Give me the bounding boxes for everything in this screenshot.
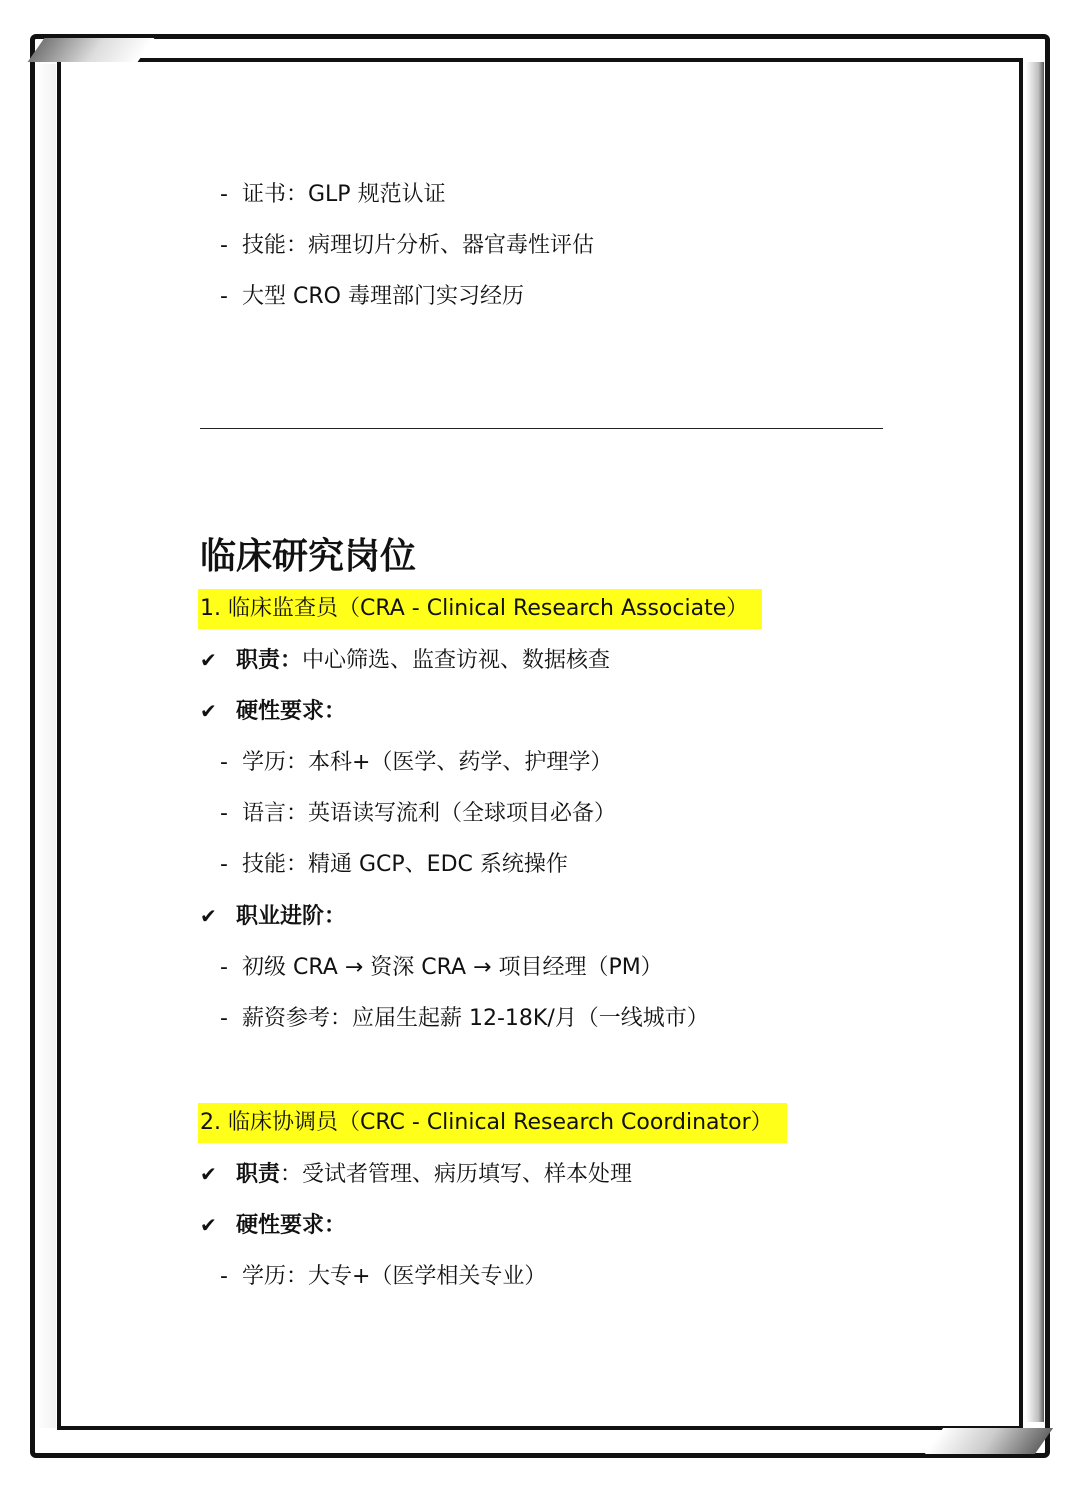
dash-bullet: - bbox=[220, 233, 228, 258]
list-item bbox=[220, 229, 594, 263]
check-icon: ✔ bbox=[200, 904, 217, 928]
list-item bbox=[220, 1002, 709, 1036]
cra-career-label: 职业进阶： bbox=[236, 904, 347, 929]
list-item bbox=[220, 797, 616, 831]
dash-bullet: - bbox=[220, 1006, 228, 1031]
cra-req-label: 硬性要求： bbox=[236, 699, 347, 724]
dash-bullet: - bbox=[220, 750, 228, 775]
check-icon: ✔ bbox=[200, 699, 217, 723]
list-item-text: 薪资参考：应届生起薪 12-18K/月（一线城市） bbox=[242, 1006, 709, 1031]
crc-duty bbox=[200, 1157, 632, 1192]
list-item-text: 技能：病理切片分析、器官毒性评估 bbox=[242, 233, 595, 258]
dash-bullet: - bbox=[220, 955, 228, 980]
dash-bullet: - bbox=[220, 1264, 228, 1289]
cra-duty-label: 职责： bbox=[236, 648, 303, 673]
cra-career bbox=[200, 899, 346, 934]
cra-heading: 1. 临床监查员（CRA - Clinical Research Associate） bbox=[198, 589, 762, 629]
list-item-text: 学历：本科+（医学、药学、护理学） bbox=[242, 750, 613, 775]
list-item bbox=[220, 848, 568, 882]
crc-requirements bbox=[200, 1208, 346, 1243]
list-item-text: 学历：大专+（医学相关专业） bbox=[242, 1264, 547, 1289]
cra-duty bbox=[200, 643, 610, 678]
list-item-text: 语言：英语读写流利（全球项目必备） bbox=[242, 801, 617, 826]
check-icon: ✔ bbox=[200, 1213, 217, 1237]
list-item-text: 证书：GLP 规范认证 bbox=[242, 182, 446, 207]
list-item bbox=[220, 280, 524, 314]
cra-duty-text: 中心筛选、监查访视、数据核查 bbox=[302, 648, 611, 673]
list-item bbox=[220, 951, 663, 985]
list-item bbox=[220, 1260, 546, 1294]
crc-heading: 2. 临床协调员（CRC - Clinical Research Coordinator） bbox=[198, 1103, 787, 1143]
list-item-text: 大型 CRO 毒理部门实习经历 bbox=[242, 284, 524, 309]
section-title: 临床研究岗位 bbox=[200, 536, 417, 577]
section-divider bbox=[200, 428, 883, 429]
list-item bbox=[220, 746, 612, 780]
crc-duty-text: ：受试者管理、病历填写、样本处理 bbox=[280, 1162, 633, 1187]
dash-bullet: - bbox=[220, 852, 228, 877]
check-icon: ✔ bbox=[200, 1162, 217, 1186]
check-icon: ✔ bbox=[200, 648, 217, 672]
dash-bullet: - bbox=[220, 801, 228, 826]
list-item-text: 技能：精通 GCP、EDC 系统操作 bbox=[242, 852, 568, 877]
dash-bullet: - bbox=[220, 182, 228, 207]
list-item bbox=[220, 178, 446, 212]
crc-duty-label: 职责 bbox=[236, 1162, 281, 1187]
cra-requirements bbox=[200, 694, 346, 729]
dash-bullet: - bbox=[220, 284, 228, 309]
list-item-text: 初级 CRA → 资深 CRA → 项目经理（PM） bbox=[242, 955, 663, 980]
crc-req-label: 硬性要求： bbox=[236, 1213, 347, 1238]
